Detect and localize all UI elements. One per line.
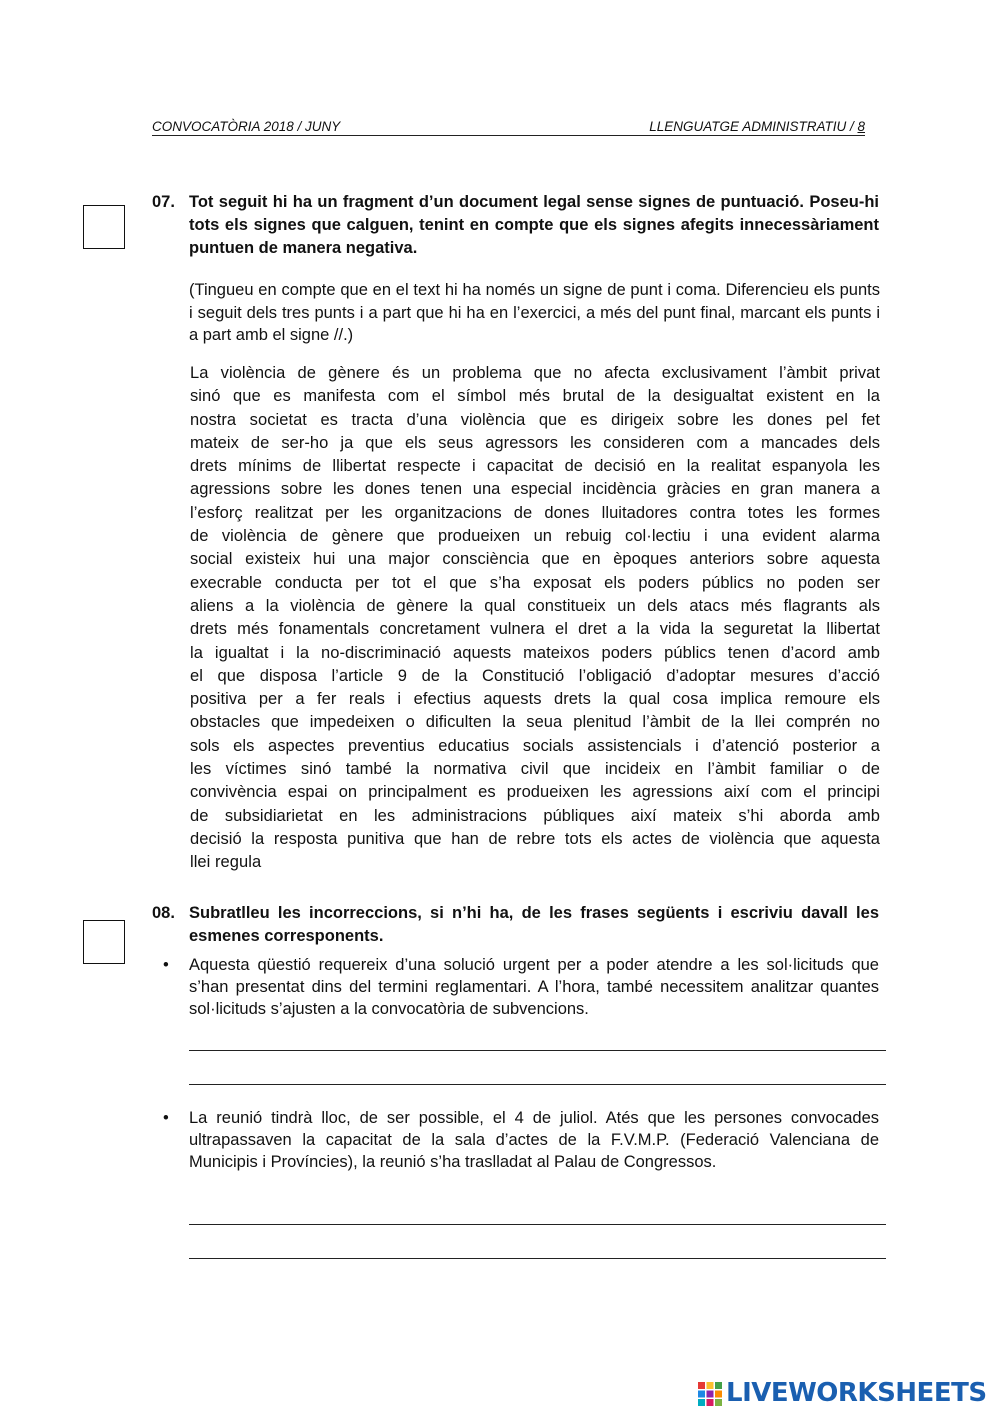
- header-subject: [649, 119, 865, 135]
- answer-line[interactable]: [189, 1258, 886, 1259]
- logo-grid-icon: [698, 1382, 722, 1406]
- logo-text: LIVEWORKSHEETS: [726, 1378, 987, 1408]
- header-exam-session: CONVOCATÒRIA 2018 / JUNY: [152, 119, 341, 134]
- passage-line: les víctimes sinó també la normativa civil que incideix en l’àmbit familiar o de: [190, 760, 880, 779]
- passage-line: de subsidiarietat en les administracions públiques així mateix s’hi aborda amb: [190, 806, 880, 825]
- passage-line: el que disposa l’article 9 de la Constitució l’obligació d’adoptar mesures d’acció: [190, 666, 880, 685]
- page-header: [152, 119, 865, 136]
- passage-line: l’esforç realitzat per les organitzacions de dones lluitadores contra totes les formes: [190, 503, 880, 522]
- passage-line: drets mínims de llibertat respecte i capacitat de decisió en la realitat espanyola les: [190, 457, 880, 476]
- passage-line: sols els aspectes preventius educatius socials assistencials i d’atenció posterior a: [190, 736, 880, 755]
- question-note-07: (Tingueu en compte que en el text hi ha només un signe de punt i coma. Diferencieu els punts i seguit dels tres punts i a part que hi ha en l’exercici, a més del punt final, marcant els punts i a part amb el signe //.): [189, 281, 880, 344]
- passage-line: convivència espai on principalment es produeixen les agressions així com el principi: [190, 783, 880, 802]
- header-subject-label: LLENGUATGE ADMINISTRATIU /: [649, 119, 858, 134]
- passage-line: execrable conducta per tot el que s’ha exposat els poders públics no poden ser: [190, 573, 880, 592]
- passage-line: de violència de gènere que produeixen un rebuig col·lectiu i una evident alarma: [190, 527, 880, 546]
- passage-line: social existeix hui una major consciència que en èpoques anteriors sobre aquesta: [190, 550, 880, 569]
- passage-line: la igualtat i la no-discriminació aquests mateixos poders públics tenen d’acord amb: [190, 643, 880, 662]
- passage-line: drets més fonamentals concretament vulnera el dret a la vida la seguretat la llibertat: [190, 620, 880, 639]
- passage-line: agressions sobre les dones tenen una especial incidència gràcies en gran manera a: [190, 480, 880, 499]
- passage-line: obstacles que impedeixen o dificulten la seua plenitud l’àmbit de la llei comprén no: [190, 713, 880, 732]
- answer-line[interactable]: [189, 1050, 886, 1051]
- question-number-07: 07.: [152, 193, 175, 211]
- score-box-q07[interactable]: [83, 205, 125, 249]
- passage-line: aliens a la violència de gènere la qual constitueix un dels atacs més flagrants als: [190, 596, 880, 615]
- answer-line[interactable]: [189, 1224, 886, 1225]
- unpunctuated-passage: [190, 362, 880, 875]
- bullet-marker: •: [163, 1109, 169, 1127]
- passage-line: mateix de ser-ho ja que els seus agressors les consideren com a mancades dels: [190, 433, 880, 452]
- passage-line: decisió la resposta punitiva que han de rebre tots els actes de violència que aquesta: [190, 829, 880, 848]
- passage-line: llei regula: [190, 853, 262, 872]
- passage-line: positiva per a fer reals i efectius aquests drets la qual cosa implica remoure els: [190, 690, 880, 709]
- sentence-item-1: Aquesta qüestió requereix d’una solució urgent per a poder atendre a les sol·licituds que s’han presentat dins del termini reglamentari. A l’hora, també necessitem analitzar quantes sol·licituds s’ajusten a la convocatòria de subvencions.: [189, 956, 879, 1018]
- sentence-item-2: La reunió tindrà lloc, de ser possible, el 4 de juliol. Atés que les persones convocades ultrapassaven la capacitat de la sala d’actes de la F.V.M.P. (Federació Valenciana de Municipis i Províncies), la reunió s’ha traslladat al Palau de Congressos.: [189, 1109, 879, 1171]
- passage-line: nostra societat es tracta d’una violència que es dirigeix sobre les dones pel fet: [190, 410, 880, 429]
- passage-line: sinó que es manifesta com el símbol més brutal de la desigualtat existent en la: [190, 387, 880, 406]
- score-box-q08[interactable]: [83, 920, 125, 964]
- question-number-08: 08.: [152, 904, 175, 922]
- header-page-number: 8: [857, 119, 865, 134]
- passage-line: La violència de gènere és un problema que no afecta exclusivament l’àmbit privat: [190, 364, 880, 382]
- question-title-08: Subratlleu les incorreccions, si n’hi ha, de les frases següents i escriviu davall les esmenes corresponents.: [189, 904, 879, 945]
- answer-line[interactable]: [189, 1084, 886, 1085]
- liveworksheets-logo: [698, 1378, 998, 1408]
- question-title-07: Tot seguit hi ha un fragment d’un document legal sense signes de puntuació. Poseu-hi tots els signes que calguen, tenint en compte que els signes afegits innecessàriament puntuen de manera negativa.: [189, 193, 879, 257]
- bullet-marker: •: [163, 956, 169, 974]
